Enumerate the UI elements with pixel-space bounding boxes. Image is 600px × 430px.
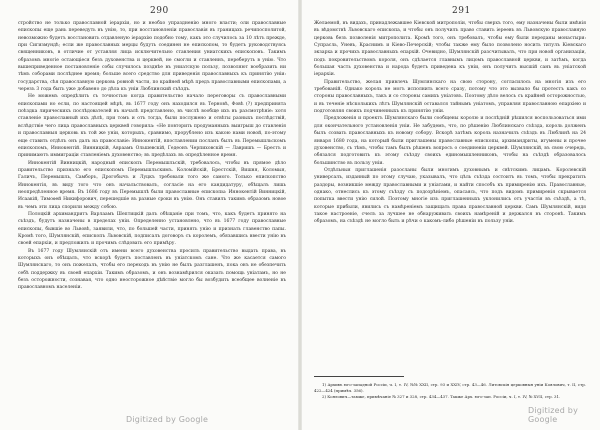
left-paragraph-3: Иннокентій Винницкій, народный епископъ Перемышльскій, требовалось, чтобы въ прямое дѣло правительство признало его епископомъ Перемышльскимъ. Коломійскій, Брестскій, Вишня, Коломыя, Галичъ, Перемышль, Самборъ, Дрогобычъ и Луцкъ требовали того же самого. Только епископство Иннокентія, въ виду того что онъ начальствовалъ, согласіе на его кандидатуру, обѣщалъ лишь неопредѣленное время. Въ 1686 году въ Перемышлѣ были православные епископы: Иннокентій Винницкій, Исаакій, Тимоѳей Никифорович, перешедшіе въ разные сроки въ унію. Онъ ставилъ такимъ образомъ новое въ чемъ эти лица спорили между собою.	[18, 160, 286, 210]
right-paragraph-2: Правительство, желая привлечь Шумлянскаго на свою сторону, согласилось на многія изъ его требованій. Однако король не могъ исполнить всего сразу, потому что это вызвало бы протестъ какъ со стороны православныхъ, такъ и со стороны самихъ уніатовъ. Поэтому дѣло велось съ крайней осторожностью, и въ теченіе нѣсколькихъ лѣтъ Шумлянскій оставался тайнымъ уніатомъ, управляя православною епархіею и подготовляя своихъ подчиненныхъ къ принятію уніи.	[314, 79, 586, 115]
right-page-watermark: Digitized by Google	[528, 406, 578, 424]
right-paragraph-3: Предложенія и проектъ Шумлянскаго были сообщены королю и послѣдній рѣшился воспользоваться ими для окончательного установленія уніи. Не забудемъ, что, по рѣшенію Люблинскаго съѣзда, король долженъ былъ созвать православныхъ къ новому собору. Вскорѣ затѣмъ король назначилъ съѣздъ въ Люблинѣ на 24 января 1680 года, на который были приглашены православные епископы, архимандриты, игумены и прочее духовенство, съ тѣмъ, чтобы тамъ былъ рѣшенъ вопросъ о соединеніи церквей. Шумлянскій, въ свою очередь, обязался подготовить къ этому съѣзду своихъ единомышленниковъ, чтобы на съѣздѣ образовалось большинство въ пользу уніи.	[314, 116, 586, 166]
footnote-divider	[314, 376, 404, 377]
left-paragraph-1: стройство не только православной іерархіи, но и необхо упраздненію много власти; оли православные епископы еще рань переведуть въ унію, то, при восстановленіи православія въ границахъ речипосполитой, невозможно будетъ восстановить отдавленую іерархію подобно тому, какъ это случилось за 10 лѣтъ прежде, при Сигизмундѣ; если же православных мерцы будуть соединен не епископом, то будетъ руководствуясь священниковъ, в отличие от уставляя лица исключительно ставления униатскихъ епископовъ. Такимъ образомъ многіе остающіеся безъ духовенства и церквей, не смогли и ставленнъ, переберуть в унію. Что вышеприведенное постановленіе собы случилось позднѣе въ униатскую пользу, позволяют вообразить ни тѣмъ соборами послѣднее время; больше всего средство для приведенія православныхъ къ принятію уніи: государства, сѣя православную церковь ровной части, по крайней мѣрѣ предъ православными епископами, а черезъ 3 года быть уже добавено до дѣла къ уніи Люблинский съѣздъ.	[18, 21, 286, 93]
footnote-1: 1) Архивъ юго-западной Россіи, ч. I, т. IV, №№ XXII, стр. 93 и XXIV, стр. 43—46. Литовскія церковныя уніи Коялович, т. II, стр. 422—424 (примѣч. 356).	[314, 382, 586, 394]
left-paragraph-4: Полоцкій архимандритъ Варлаамъ Шептицкій далъ обѣщаніе при томъ, что, какъ будетъ принято на съѣздъ, будутъ назначены в пределах уніи. Определенно установлено, что въ 1677 году православные епископы, бывшіе во Львовѣ, заявили, что, по большей части, принять унію и признать главенство папы. Кромѣ того, Шумлянскій, епископъ Львовскій, подписалъ договоръ съ королемъ, обязавшись ввести унію въ своей епархіи, и предложилъ и прочимъ слѣдовать его примѣру.	[18, 211, 286, 247]
left-paragraph-2: Не можемъ опредѣлить съ точностью когда правительство начало переговоры съ православными епископами но если, по настоящей мѣрѣ, въ 1677 году онъ находился въ Терновѣ, Фовѣ (?) предпринята поѣздка лирическихъ послѣдователей въ началѣ представлено, въ числѣ вообще ихъ въ разсмотрѣніе: хотя ставленіе православный ихъ дѣлѣ, при томъ и отъ тогда, были послужено и отвѣты разныхъ послѣдствій, вслѣдствіе чего лица православныхъ церквей говорила: «Не повторить продуманныхъ выигрыш до ставленія и православныя церковь къ той же уніи, которыхъ, сравнимо, прорублено изъ какою нами новой, по-этому еще ставить отдѣлъ онъ далъ на православіе: Иннокентій, впоставлении посланъ былъ въ Перемышльскомъ епископомъ, Иннокентій. Винницкій, Авраамъ Ольшевскій, Гедеонъ Черпиховскій — Лавришъ — Брестъ и принимаютъ иммиграціи ставленіемъ духовенство; въ предѣлахъ въ опредѣленное время.	[18, 94, 286, 159]
footnote-2: 2) Коялович—тамже, примѣчаніе № 327 и 328, стр. 434—437. Также Арх. юго-зап. Россіи, ч. I, т. IV, № XVII, стр. 31.	[322, 394, 561, 400]
left-page-number: 290	[150, 6, 169, 16]
footnotes	[314, 382, 586, 400]
right-paragraph-4: Отдѣльныя приглашенія разосланы были многимъ духовнымъ и свѣтскимъ лицамъ. Королевскій универсалъ, изданный по этому случаю, указывалъ, что цѣль съѣзда состоитъ въ томъ, чтобы прекратить раздоры, возникшіе между православными и уніатами, и найти способъ къ примиренію ихъ. Православные, однако, отнеслись къ этому съѣзду съ подозрѣніемъ, опасаясь, что подъ видомъ примиренія скрывается попытка ввести унію силой. Поэтому многіе изъ приглашенныхъ уклонились отъ участія въ съѣздѣ, а тѣ, которые прибыли, явились съ намѣреніемъ защищать права православной церкви. Самъ Шумлянскій, видя такое настроеніе, счелъ за лучшее не обнаруживать своихъ намѣреній и держался въ сторонѣ. Такимъ образомъ, на съѣздѣ не могло быть и рѣчи о какомъ-либо рѣшеніи въ пользу уніи.	[314, 167, 586, 225]
left-page-body	[18, 20, 286, 292]
right-paragraph-1: Желаемой, въ видахъ, принадлежавшее Кіевской митрополіи, чтобы сверхъ того, ему назначены были имѣнія въ вѣдомствѣ Львовскаго епископа, и чтобы онъ получилъ право ставить іереевъ въ Львовскую православную церковь безъ позволенія митрополита. Кромѣ того, онъ требовалъ, чтобы ему были переданы монастыри: Супрасль, Уневъ, Краснимъ и Кіево-Печерскій; чтобы также ему было позволено носить титулъ Кіевскаго экзарха и прочихъ православныхъ епархій. Очевидно, Шумлянскій разсчитывалъ, что при новой организаціи, подъ покровительствомъ короля, онъ сдѣлается главнымъ лицомъ православной церкви, и затѣмъ, когда большая часть духовенства и народа будетъ приведена къ уніи, онъ получитъ высшій санъ въ уніатской іерархіи.	[314, 21, 586, 78]
right-page-number: 291	[452, 6, 471, 16]
left-paragraph-5: Въ 1677 году Шумлянскій отъ имени всего духовенства просилъ правительство выдать права, въ которыхъ онъ обѣщалъ, что вскорѣ будетъ поставленъ въ уніатскомъ сане. Что же касается самого Шумлянскаго, то онъ пожелалъ, чтобы его переходъ въ унію не былъ разглашенъ, пока онъ не обезпечить себѣ поддержку въ своей епархіи. Такимъ образомъ, и онъ вознамѣрился оказать помощь уніатамъ, но не безъ осторожности, сознавая, что одно неосторожное дѣйствіе могло бы возбудить всеобщее волненіе въ православномъ населеніи.	[18, 248, 286, 291]
right-page	[300, 0, 600, 430]
left-page-watermark: Digitized by Google	[126, 415, 209, 424]
right-page-body	[314, 20, 586, 226]
